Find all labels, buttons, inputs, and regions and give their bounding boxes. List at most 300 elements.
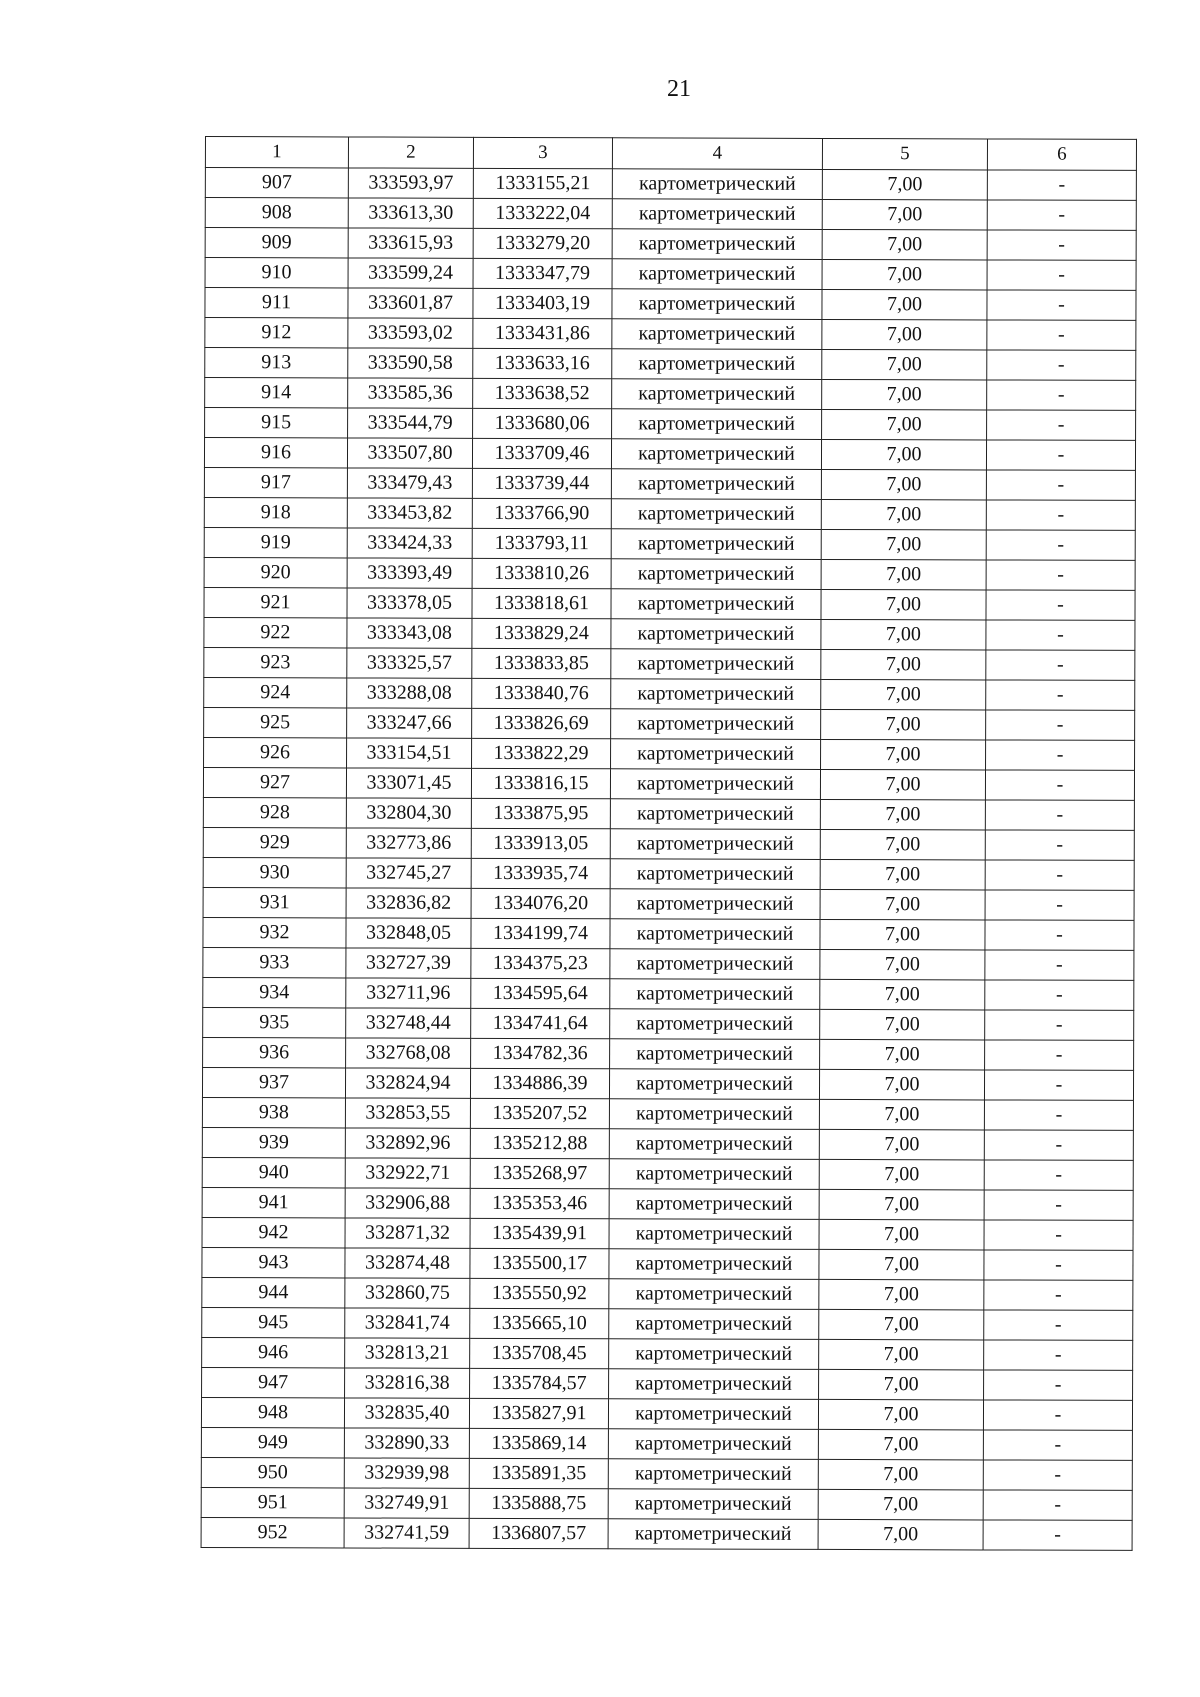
- accuracy-cell: 7,00: [822, 259, 987, 290]
- description-cell: -: [984, 1310, 1133, 1340]
- table-row: [205, 318, 1136, 351]
- y-coordinate-cell: 1335827,91: [469, 1398, 608, 1428]
- method-cell: картометрический: [611, 529, 821, 560]
- description-cell: -: [984, 1160, 1133, 1190]
- accuracy-cell: 7,00: [820, 1039, 985, 1070]
- y-coordinate-cell: 1333818,61: [472, 588, 611, 618]
- point-number-cell: 947: [202, 1367, 345, 1397]
- accuracy-cell: 7,00: [819, 1279, 984, 1310]
- x-coordinate-cell: 333424,33: [347, 528, 472, 558]
- x-coordinate-cell: 332860,75: [345, 1278, 470, 1308]
- point-number-cell: 949: [201, 1427, 344, 1457]
- table-row: [202, 1277, 1133, 1310]
- accuracy-cell: 7,00: [819, 1069, 984, 1100]
- x-coordinate-cell: 332841,74: [345, 1308, 470, 1338]
- method-cell: картометрический: [611, 709, 821, 740]
- table-row: [202, 1217, 1133, 1250]
- point-number-cell: 918: [204, 497, 347, 527]
- method-cell: картометрический: [612, 229, 822, 260]
- y-coordinate-cell: 1334595,64: [471, 978, 610, 1008]
- accuracy-cell: 7,00: [821, 649, 986, 680]
- method-cell: картометрический: [612, 169, 822, 200]
- table-row: [202, 1307, 1133, 1340]
- header-cell: 4: [612, 138, 822, 170]
- table-row: [205, 408, 1136, 441]
- x-coordinate-cell: 333593,97: [348, 168, 473, 198]
- accuracy-cell: 7,00: [822, 349, 987, 380]
- point-number-cell: 927: [203, 767, 346, 797]
- y-coordinate-cell: 1333431,86: [473, 318, 612, 348]
- table-row: [205, 168, 1136, 201]
- table-row: [205, 348, 1136, 381]
- accuracy-cell: 7,00: [821, 709, 986, 740]
- point-number-cell: 921: [204, 587, 347, 617]
- method-cell: картометрический: [611, 559, 821, 590]
- method-cell: картометрический: [610, 949, 820, 980]
- description-cell: -: [985, 800, 1134, 830]
- method-cell: картометрический: [611, 649, 821, 680]
- point-number-cell: 945: [202, 1307, 345, 1337]
- accuracy-cell: 7,00: [819, 1309, 984, 1340]
- table-row: [201, 1457, 1132, 1490]
- method-cell: картометрический: [609, 1129, 819, 1160]
- method-cell: картометрический: [609, 1159, 819, 1190]
- x-coordinate-cell: 333590,58: [348, 348, 473, 378]
- accuracy-cell: 7,00: [818, 1489, 983, 1520]
- y-coordinate-cell: 1335353,46: [470, 1188, 609, 1218]
- y-coordinate-cell: 1333840,76: [472, 678, 611, 708]
- description-cell: -: [986, 560, 1135, 590]
- accuracy-cell: 7,00: [822, 319, 987, 350]
- description-cell: -: [983, 1490, 1132, 1520]
- table-row: [202, 1067, 1133, 1100]
- method-cell: картометрический: [609, 1219, 819, 1250]
- x-coordinate-cell: 333247,66: [347, 708, 472, 738]
- description-cell: -: [984, 1100, 1133, 1130]
- accuracy-cell: 7,00: [820, 1009, 985, 1040]
- method-cell: картометрический: [611, 739, 821, 770]
- y-coordinate-cell: 1333347,79: [473, 258, 612, 288]
- method-cell: картометрический: [608, 1519, 818, 1550]
- y-coordinate-cell: 1335888,75: [469, 1488, 608, 1518]
- y-coordinate-cell: 1333833,85: [472, 648, 611, 678]
- description-cell: -: [985, 860, 1134, 890]
- method-cell: картометрический: [611, 439, 821, 470]
- description-cell: -: [985, 920, 1134, 950]
- x-coordinate-cell: 332890,33: [344, 1428, 469, 1458]
- description-cell: -: [983, 1430, 1132, 1460]
- table-body: [201, 137, 1136, 1551]
- method-cell: картометрический: [612, 349, 822, 380]
- y-coordinate-cell: 1334199,74: [471, 918, 610, 948]
- accuracy-cell: 7,00: [819, 1249, 984, 1280]
- y-coordinate-cell: 1333403,19: [473, 288, 612, 318]
- accuracy-cell: 7,00: [819, 1099, 984, 1130]
- point-number-cell: 933: [203, 947, 346, 977]
- x-coordinate-cell: 333601,87: [348, 288, 473, 318]
- accuracy-cell: 7,00: [821, 739, 986, 770]
- description-cell: -: [983, 1520, 1132, 1550]
- table-row: [205, 258, 1136, 291]
- header-cell: 6: [987, 139, 1136, 170]
- accuracy-cell: 7,00: [819, 1369, 984, 1400]
- point-number-cell: 920: [204, 557, 347, 587]
- y-coordinate-cell: 1333793,11: [472, 528, 611, 558]
- method-cell: картометрический: [608, 1399, 818, 1430]
- y-coordinate-cell: 1333816,15: [471, 768, 610, 798]
- description-cell: -: [985, 950, 1134, 980]
- table-row: [203, 887, 1134, 920]
- accuracy-cell: 7,00: [821, 619, 986, 650]
- method-cell: картометрический: [610, 829, 820, 860]
- y-coordinate-cell: 1333633,16: [473, 348, 612, 378]
- x-coordinate-cell: 332816,38: [345, 1368, 470, 1398]
- y-coordinate-cell: 1334375,23: [471, 948, 610, 978]
- y-coordinate-cell: 1334741,64: [471, 1008, 610, 1038]
- x-coordinate-cell: 333288,08: [347, 678, 472, 708]
- x-coordinate-cell: 332824,94: [345, 1068, 470, 1098]
- description-cell: -: [987, 380, 1136, 410]
- description-cell: -: [984, 1280, 1133, 1310]
- point-number-cell: 937: [202, 1067, 345, 1097]
- accuracy-cell: 7,00: [818, 1399, 983, 1430]
- x-coordinate-cell: 333378,05: [347, 588, 472, 618]
- header-cell: 5: [822, 138, 987, 170]
- table-row: [203, 797, 1134, 830]
- method-cell: картометрический: [610, 889, 820, 920]
- description-cell: -: [985, 1040, 1134, 1070]
- table-row: [204, 438, 1135, 471]
- table-row: [204, 497, 1135, 530]
- y-coordinate-cell: 1333279,20: [473, 228, 612, 258]
- accuracy-cell: 7,00: [820, 859, 985, 890]
- description-cell: -: [984, 1340, 1133, 1370]
- description-cell: -: [987, 260, 1136, 290]
- x-coordinate-cell: 332906,88: [345, 1188, 470, 1218]
- method-cell: картометрический: [610, 1039, 820, 1070]
- description-cell: -: [986, 500, 1135, 530]
- method-cell: картометрический: [611, 469, 821, 500]
- point-number-cell: 932: [203, 917, 346, 947]
- y-coordinate-cell: 1336807,57: [469, 1518, 608, 1548]
- accuracy-cell: 7,00: [818, 1459, 983, 1490]
- x-coordinate-cell: 333343,08: [347, 618, 472, 648]
- accuracy-cell: 7,00: [820, 829, 985, 860]
- method-cell: картометрический: [612, 409, 822, 440]
- point-number-cell: 943: [202, 1247, 345, 1277]
- table-row: [201, 1427, 1132, 1460]
- x-coordinate-cell: 332892,96: [345, 1128, 470, 1158]
- accuracy-cell: 7,00: [821, 499, 986, 530]
- table-row: [205, 288, 1136, 321]
- table-row: [203, 917, 1134, 950]
- point-number-cell: 928: [203, 797, 346, 827]
- table-row: [202, 1097, 1133, 1130]
- method-cell: картометрический: [610, 859, 820, 890]
- point-number-cell: 916: [204, 438, 347, 468]
- table-row: [202, 1367, 1133, 1400]
- point-number-cell: 923: [204, 647, 347, 677]
- description-cell: -: [983, 1400, 1132, 1430]
- accuracy-cell: 7,00: [822, 379, 987, 410]
- point-number-cell: 929: [203, 827, 346, 857]
- table-row: [201, 1397, 1132, 1430]
- point-number-cell: 935: [203, 1007, 346, 1037]
- y-coordinate-cell: 1335708,45: [470, 1338, 609, 1368]
- y-coordinate-cell: 1333766,90: [472, 498, 611, 528]
- x-coordinate-cell: 333615,93: [348, 228, 473, 258]
- x-coordinate-cell: 332773,86: [346, 828, 471, 858]
- y-coordinate-cell: 1335784,57: [470, 1368, 609, 1398]
- method-cell: картометрический: [610, 1009, 820, 1040]
- method-cell: картометрический: [608, 1459, 818, 1490]
- method-cell: картометрический: [609, 1279, 819, 1310]
- description-cell: -: [985, 1010, 1134, 1040]
- point-number-cell: 934: [203, 977, 346, 1007]
- table-row: [202, 1187, 1133, 1220]
- point-number-cell: 924: [204, 677, 347, 707]
- table-header-row: [205, 137, 1136, 171]
- table-row: [204, 677, 1135, 710]
- accuracy-cell: 7,00: [821, 559, 986, 590]
- description-cell: -: [987, 230, 1136, 260]
- x-coordinate-cell: 332768,08: [346, 1038, 471, 1068]
- description-cell: -: [985, 980, 1134, 1010]
- x-coordinate-cell: 332848,05: [346, 918, 471, 948]
- description-cell: -: [984, 1130, 1133, 1160]
- table-row: [205, 198, 1136, 231]
- accuracy-cell: 7,00: [819, 1189, 984, 1220]
- method-cell: картометрический: [611, 619, 821, 650]
- description-cell: -: [985, 830, 1134, 860]
- table-row: [202, 1127, 1133, 1160]
- x-coordinate-cell: 332711,96: [346, 978, 471, 1008]
- description-cell: -: [984, 1370, 1133, 1400]
- x-coordinate-cell: 333479,43: [347, 468, 472, 498]
- y-coordinate-cell: 1333810,26: [472, 558, 611, 588]
- description-cell: -: [984, 1250, 1133, 1280]
- table-row: [204, 467, 1135, 500]
- accuracy-cell: 7,00: [820, 769, 985, 800]
- header-cell: 3: [473, 137, 612, 168]
- method-cell: картометрический: [609, 1249, 819, 1280]
- table-row: [204, 527, 1135, 560]
- x-coordinate-cell: 332813,21: [345, 1338, 470, 1368]
- point-number-cell: 936: [203, 1037, 346, 1067]
- x-coordinate-cell: 332741,59: [344, 1518, 469, 1548]
- page-number: 21: [667, 76, 691, 102]
- accuracy-cell: 7,00: [822, 199, 987, 230]
- description-cell: -: [984, 1190, 1133, 1220]
- description-cell: -: [986, 710, 1135, 740]
- accuracy-cell: 7,00: [820, 919, 985, 950]
- accuracy-cell: 7,00: [822, 289, 987, 320]
- method-cell: картометрический: [611, 589, 821, 620]
- y-coordinate-cell: 1334886,39: [470, 1068, 609, 1098]
- point-number-cell: 931: [203, 887, 346, 917]
- x-coordinate-cell: 333393,49: [347, 558, 472, 588]
- x-coordinate-cell: 332922,71: [345, 1158, 470, 1188]
- accuracy-cell: 7,00: [818, 1429, 983, 1460]
- coordinates-table-container: [205, 136, 1137, 1548]
- accuracy-cell: 7,00: [821, 439, 986, 470]
- method-cell: картометрический: [609, 1189, 819, 1220]
- x-coordinate-cell: 333154,51: [347, 738, 472, 768]
- accuracy-cell: 7,00: [819, 1339, 984, 1370]
- description-cell: -: [986, 650, 1135, 680]
- method-cell: картометрический: [610, 979, 820, 1010]
- method-cell: картометрический: [610, 769, 820, 800]
- accuracy-cell: 7,00: [822, 229, 987, 260]
- y-coordinate-cell: 1334076,20: [471, 888, 610, 918]
- description-cell: -: [987, 290, 1136, 320]
- table-row: [203, 977, 1134, 1010]
- x-coordinate-cell: 332939,98: [344, 1458, 469, 1488]
- description-cell: -: [986, 740, 1135, 770]
- point-number-cell: 914: [205, 378, 348, 408]
- accuracy-cell: 7,00: [818, 1519, 983, 1550]
- point-number-cell: 938: [202, 1097, 345, 1127]
- table-row: [203, 1007, 1134, 1040]
- table-row: [203, 827, 1134, 860]
- description-cell: -: [986, 680, 1135, 710]
- point-number-cell: 952: [201, 1517, 344, 1547]
- table-row: [204, 557, 1135, 590]
- y-coordinate-cell: 1335500,17: [470, 1248, 609, 1278]
- method-cell: картометрический: [609, 1339, 819, 1370]
- method-cell: картометрический: [610, 799, 820, 830]
- point-number-cell: 908: [205, 198, 348, 228]
- table-row: [203, 1037, 1134, 1070]
- point-number-cell: 944: [202, 1277, 345, 1307]
- point-number-cell: 942: [202, 1217, 345, 1247]
- point-number-cell: 922: [204, 617, 347, 647]
- y-coordinate-cell: 1335207,52: [470, 1098, 609, 1128]
- description-cell: -: [986, 590, 1135, 620]
- y-coordinate-cell: 1333680,06: [473, 408, 612, 438]
- table-row: [204, 737, 1135, 770]
- header-cell: 2: [348, 137, 473, 168]
- x-coordinate-cell: 332871,32: [345, 1218, 470, 1248]
- description-cell: -: [986, 470, 1135, 500]
- method-cell: картометрический: [612, 199, 822, 230]
- method-cell: картометрический: [612, 259, 822, 290]
- table-row: [204, 617, 1135, 650]
- accuracy-cell: 7,00: [821, 529, 986, 560]
- accuracy-cell: 7,00: [820, 979, 985, 1010]
- accuracy-cell: 7,00: [820, 889, 985, 920]
- x-coordinate-cell: 332804,30: [346, 798, 471, 828]
- x-coordinate-cell: 333593,02: [348, 318, 473, 348]
- table-row: [204, 707, 1135, 740]
- accuracy-cell: 7,00: [821, 589, 986, 620]
- x-coordinate-cell: 333507,80: [347, 438, 472, 468]
- table-row: [203, 857, 1134, 890]
- x-coordinate-cell: 332836,82: [346, 888, 471, 918]
- x-coordinate-cell: 333544,79: [348, 408, 473, 438]
- point-number-cell: 950: [201, 1457, 344, 1487]
- method-cell: картометрический: [609, 1069, 819, 1100]
- table-row: [201, 1517, 1132, 1550]
- point-number-cell: 911: [205, 288, 348, 318]
- accuracy-cell: 7,00: [821, 469, 986, 500]
- x-coordinate-cell: 332853,55: [345, 1098, 470, 1128]
- y-coordinate-cell: 1333222,04: [473, 198, 612, 228]
- y-coordinate-cell: 1333155,21: [473, 168, 612, 198]
- table-row: [201, 1487, 1132, 1520]
- method-cell: картометрический: [608, 1429, 818, 1460]
- accuracy-cell: 7,00: [819, 1219, 984, 1250]
- description-cell: -: [983, 1460, 1132, 1490]
- header-cell: 1: [205, 137, 348, 168]
- x-coordinate-cell: 333071,45: [346, 768, 471, 798]
- table-row: [205, 378, 1136, 411]
- description-cell: -: [984, 1220, 1133, 1250]
- method-cell: картометрический: [608, 1489, 818, 1520]
- y-coordinate-cell: 1335891,35: [469, 1458, 608, 1488]
- point-number-cell: 907: [205, 168, 348, 198]
- y-coordinate-cell: 1333638,52: [473, 378, 612, 408]
- x-coordinate-cell: 332727,39: [346, 948, 471, 978]
- y-coordinate-cell: 1335212,88: [470, 1128, 609, 1158]
- description-cell: -: [984, 1070, 1133, 1100]
- table-row: [202, 1337, 1133, 1370]
- y-coordinate-cell: 1335550,92: [470, 1278, 609, 1308]
- table-row: [205, 228, 1136, 261]
- description-cell: -: [986, 620, 1135, 650]
- table-row: [202, 1157, 1133, 1190]
- y-coordinate-cell: 1335869,14: [469, 1428, 608, 1458]
- table-row: [204, 587, 1135, 620]
- y-coordinate-cell: 1335439,91: [470, 1218, 609, 1248]
- accuracy-cell: 7,00: [822, 409, 987, 440]
- description-cell: -: [985, 890, 1134, 920]
- y-coordinate-cell: 1333875,95: [471, 798, 610, 828]
- y-coordinate-cell: 1333709,46: [472, 438, 611, 468]
- table-row: [204, 647, 1135, 680]
- x-coordinate-cell: 332748,44: [346, 1008, 471, 1038]
- point-number-cell: 939: [202, 1127, 345, 1157]
- description-cell: -: [985, 770, 1134, 800]
- x-coordinate-cell: 332749,91: [344, 1488, 469, 1518]
- x-coordinate-cell: 333325,57: [347, 648, 472, 678]
- accuracy-cell: 7,00: [819, 1159, 984, 1190]
- accuracy-cell: 7,00: [820, 799, 985, 830]
- point-number-cell: 948: [201, 1397, 344, 1427]
- method-cell: картометрический: [612, 289, 822, 320]
- accuracy-cell: 7,00: [819, 1129, 984, 1160]
- table-row: [202, 1247, 1133, 1280]
- y-coordinate-cell: 1333829,24: [472, 618, 611, 648]
- point-number-cell: 915: [205, 408, 348, 438]
- accuracy-cell: 7,00: [820, 949, 985, 980]
- x-coordinate-cell: 333453,82: [347, 498, 472, 528]
- y-coordinate-cell: 1334782,36: [471, 1038, 610, 1068]
- point-number-cell: 925: [204, 707, 347, 737]
- method-cell: картометрический: [612, 379, 822, 410]
- x-coordinate-cell: 333585,36: [348, 378, 473, 408]
- y-coordinate-cell: 1333826,69: [472, 708, 611, 738]
- point-number-cell: 926: [204, 737, 347, 767]
- description-cell: -: [987, 200, 1136, 230]
- description-cell: -: [987, 320, 1136, 350]
- point-number-cell: 951: [201, 1487, 344, 1517]
- point-number-cell: 917: [204, 467, 347, 497]
- y-coordinate-cell: 1335665,10: [470, 1308, 609, 1338]
- x-coordinate-cell: 332835,40: [344, 1398, 469, 1428]
- point-number-cell: 946: [202, 1337, 345, 1367]
- x-coordinate-cell: 333599,24: [348, 258, 473, 288]
